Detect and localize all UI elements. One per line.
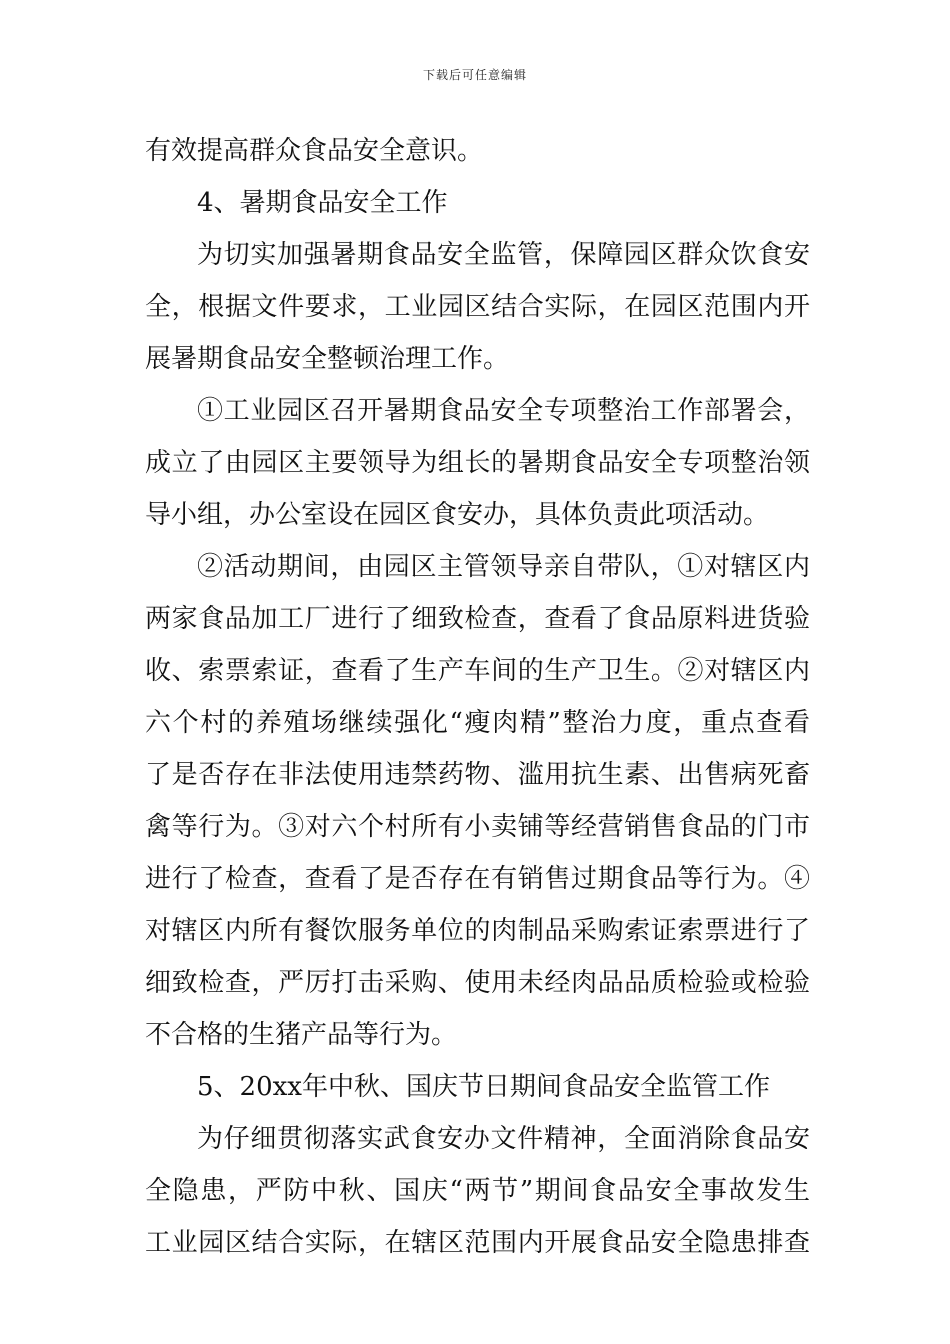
text-line: 导小组，办公室设在园区食安办，具体负责此项活动。 (145, 500, 770, 530)
text-line: 不合格的生猪产品等行为。 (145, 1020, 458, 1050)
section-heading-4: 4、暑期食品安全工作 (197, 188, 448, 218)
text-line: ②活动期间，由园区主管领导亲自带队，①对辖区内 (197, 552, 810, 582)
text-line: 为切实加强暑期食品安全监管，保障园区群众饮食安 (197, 240, 810, 270)
text-line: 成立了由园区主要领导为组长的暑期食品安全专项整治领 (145, 448, 810, 478)
text-line: 全，根据文件要求，工业园区结合实际，在园区范围内开 (145, 292, 810, 322)
text-line: 禽等行为。③对六个村所有小卖铺等经营销售食品的门市 (145, 812, 810, 842)
text-line: 工业园区结合实际，在辖区范围内开展食品安全隐患排查 (145, 1228, 810, 1258)
text-line: 细致检查，严厉打击采购、使用未经肉品品质检验或检验 (145, 968, 810, 998)
text-line: 收、索票索证，查看了生产车间的生产卫生。②对辖区内 (145, 656, 810, 686)
text-line: 为仔细贯彻落实武食安办文件精神，全面消除食品安 (197, 1124, 810, 1154)
text-line: 全隐患，严防中秋、国庆“两节”期间食品安全事故发生 (145, 1176, 810, 1206)
text-line: 六个村的养殖场继续强化“瘦肉精”整治力度，重点查看 (145, 708, 810, 738)
text-line: 展暑期食品安全整顿治理工作。 (145, 344, 510, 374)
text-line: 进行了检查，查看了是否存在有销售过期食品等行为。④ (145, 864, 810, 894)
document-body (145, 125, 810, 1269)
page-header-note: 下载后可任意编辑 (422, 68, 527, 82)
text-line: 了是否存在非法使用违禁药物、滥用抗生素、出售病死畜 (145, 760, 810, 790)
text-line: 对辖区内所有餐饮服务单位的肉制品采购索证索票进行了 (145, 916, 810, 946)
text-line: ①工业园区召开暑期食品安全专项整治工作部署会， (197, 396, 810, 426)
text-line: 两家食品加工厂进行了细致检查，查看了食品原料进货验 (145, 604, 810, 634)
text-line: 有效提高群众食品安全意识。 (145, 136, 484, 166)
section-heading-5: 5、20xx年中秋、国庆节日期间食品安全监管工作 (197, 1072, 770, 1102)
